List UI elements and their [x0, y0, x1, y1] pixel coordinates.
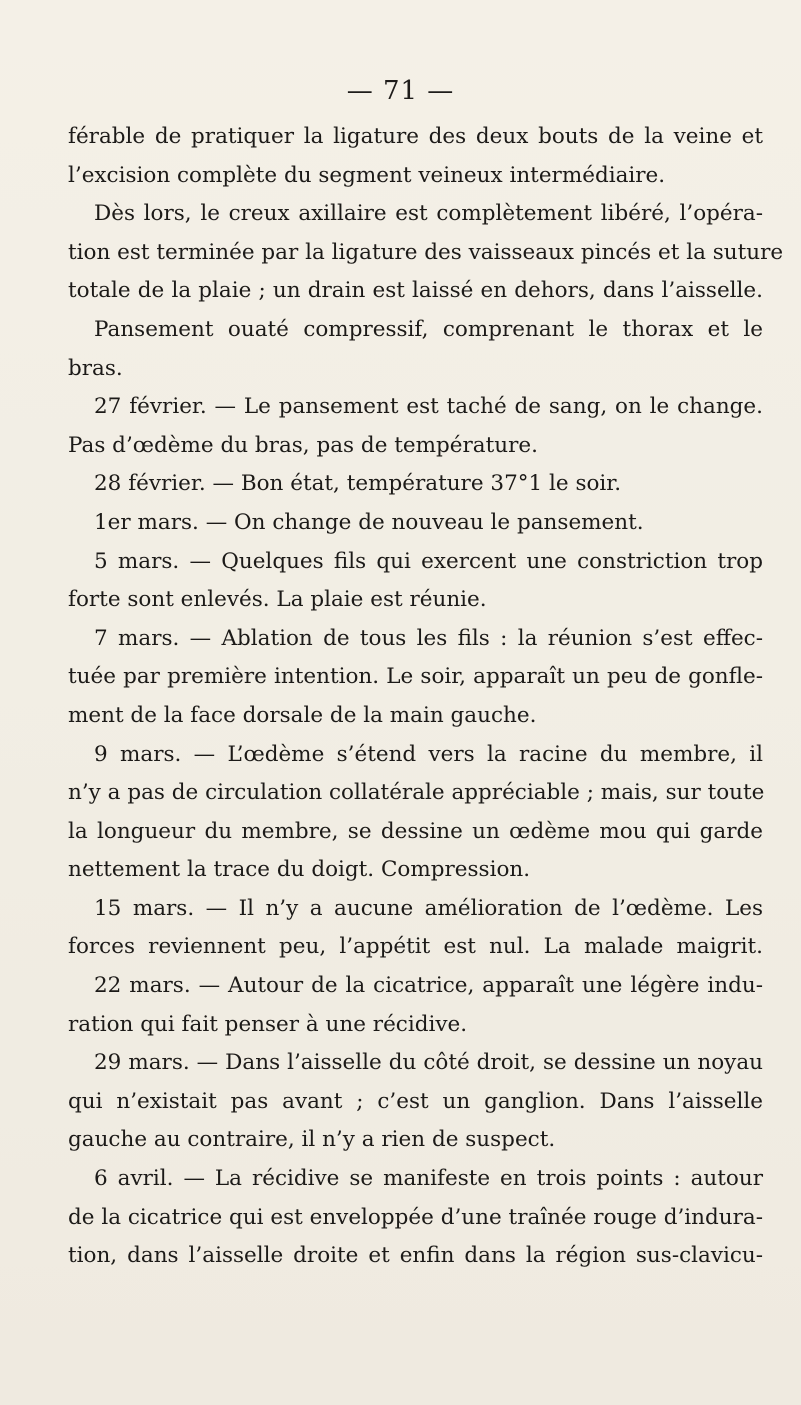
- text-line: n’y a pas de circulation collatérale appréciable ; mais, sur toute: [68, 780, 765, 806]
- text-line: 28 février. — Bon état, température 37°1 le soir.: [94, 471, 622, 497]
- text-line: tion est terminée par la ligature des vaisseaux pincés et la suture: [68, 239, 784, 265]
- text-line: tion, dans l’aisselle droite et enfin dans la région sus-clavicu-: [68, 1243, 763, 1269]
- text-line: 5 mars. — Quelques fils qui exercent une constriction trop: [94, 548, 763, 574]
- text-line: 7 mars. — Ablation de tous les fils : la réunion s’est effec-: [94, 625, 763, 651]
- body-text: [68, 118, 784, 1276]
- text-line: totale de la plaie ; un drain est laissé en dehors, dans l’aisselle.: [68, 278, 763, 304]
- text-line: 22 mars. — Autour de la cicatrice, apparaît une légère indu-: [94, 973, 763, 999]
- text-line: férable de pratiquer la ligature des deux bouts de la veine et: [68, 124, 763, 149]
- text-line: la longueur du membre, se dessine un œdème mou qui garde: [68, 818, 763, 844]
- text-line: 27 février. — Le pansement est taché de sang, on le change.: [94, 394, 763, 420]
- text-line: ment de la face dorsale de la main gauche.: [68, 702, 537, 728]
- text-line: Pansement ouaté compressif, comprenant le thorax et le: [94, 316, 763, 342]
- text-line: bras.: [68, 355, 123, 381]
- text-line: Dès lors, le creux axillaire est complètement libéré, l’opéra-: [94, 201, 763, 227]
- text-line: 6 avril. — La récidive se manifeste en trois points : autour: [94, 1166, 763, 1192]
- text-line: qui n’existait pas avant ; c’est un ganglion. Dans l’aisselle: [68, 1088, 763, 1114]
- text-line: 15 mars. — Il n’y a aucune amélioration de l’œdème. Les: [94, 895, 763, 921]
- page-number: — 71 —: [346, 76, 455, 106]
- text-line: forte sont enlevés. La plaie est réunie.: [68, 587, 487, 613]
- text-line: forces reviennent peu, l’appétit est nul. La malade maigrit.: [68, 934, 763, 960]
- text-line: 9 mars. — L’œdème s’étend vers la racine du membre, il: [94, 741, 763, 767]
- text-line: de la cicatrice qui est enveloppée d’une traînée rouge d’indura-: [68, 1204, 763, 1230]
- text-line: nettement la trace du doigt. Compression.: [68, 857, 531, 883]
- text-line: gauche au contraire, il n’y a rien de suspect.: [68, 1127, 556, 1153]
- text-line: 29 mars. — Dans l’aisselle du côté droit, se dessine un noyau: [94, 1050, 763, 1076]
- text-line: tuée par première intention. Le soir, apparaît un peu de gonfle-: [68, 664, 763, 690]
- text-line: l’excision complète du segment veineux intermédiaire.: [68, 162, 666, 188]
- text-line: Pas d’œdème du bras, pas de température.: [68, 432, 538, 458]
- text-line: ration qui fait penser à une récidive.: [68, 1011, 468, 1037]
- text-line: 1er mars. — On change de nouveau le pansement.: [94, 509, 644, 535]
